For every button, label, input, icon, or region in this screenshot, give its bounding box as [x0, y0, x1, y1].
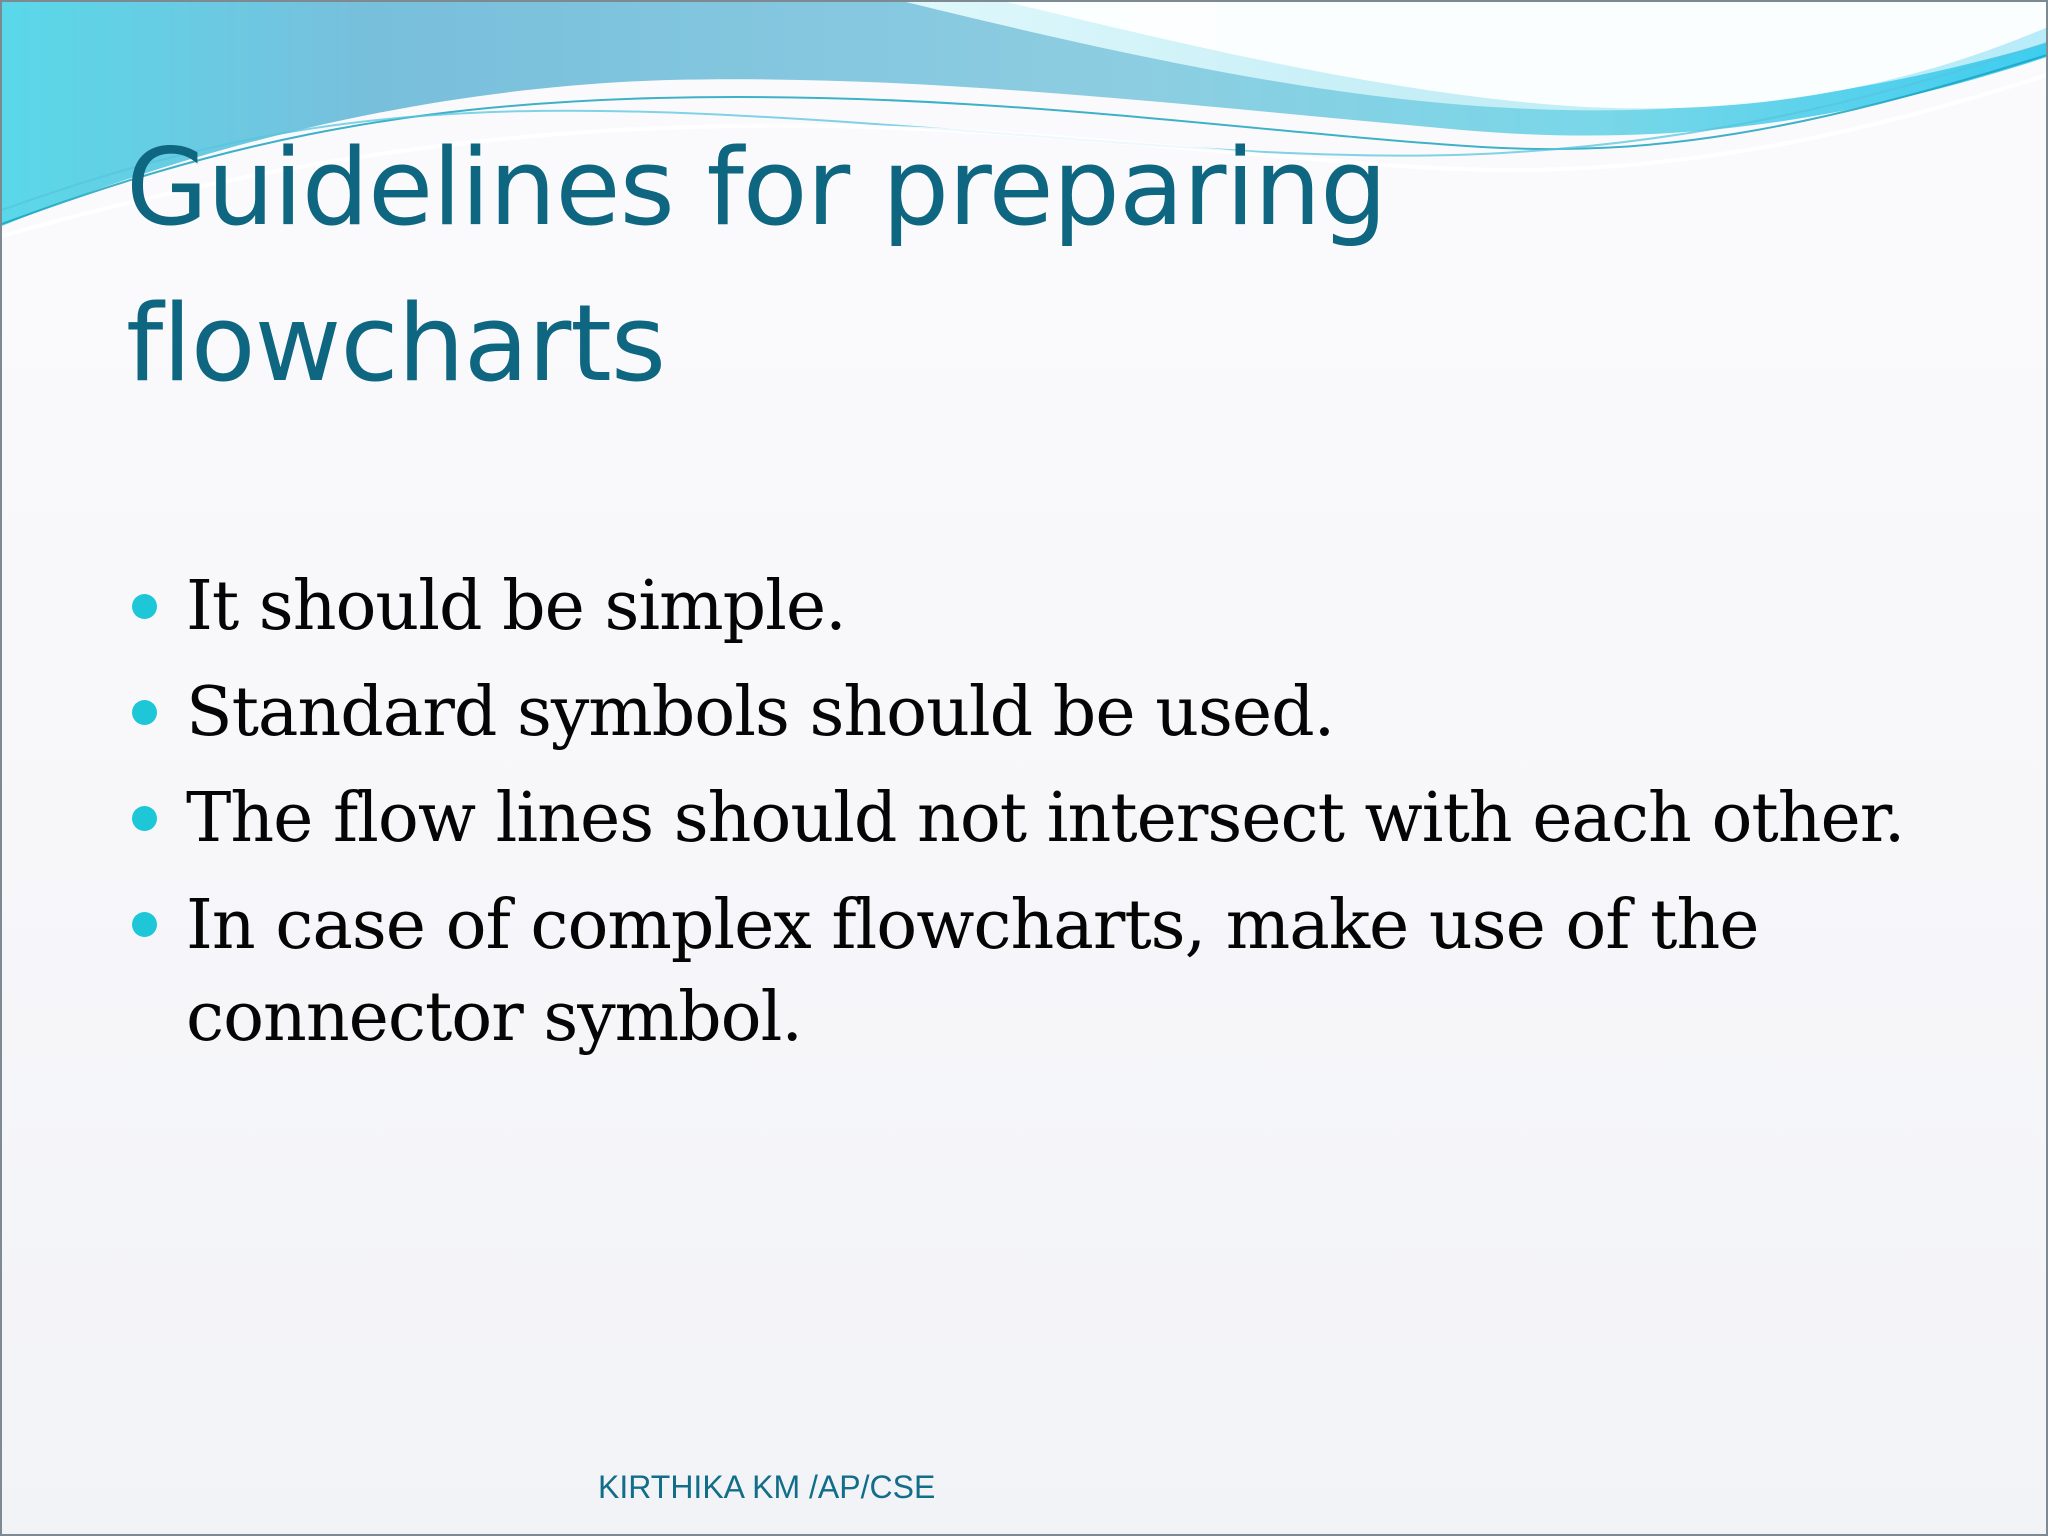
round-bullet-icon: [132, 912, 157, 937]
bullet-text: It should be simple.: [186, 567, 846, 646]
bullet-item: [130, 660, 1990, 766]
round-bullet-icon: [132, 700, 157, 725]
round-bullet-icon: [132, 806, 157, 831]
bullet-text: The flow lines should not intersect with each other.: [186, 779, 1905, 858]
round-bullet-icon: [132, 594, 157, 619]
bullet-item: [130, 872, 1990, 1064]
bullet-text: Standard symbols should be used.: [186, 673, 1335, 752]
bullet-list: [130, 554, 1990, 1064]
bullet-item: [130, 554, 1990, 660]
slide-footer: KIRTHIKA KM /AP/CSE: [598, 1469, 936, 1505]
slide-title: Guidelines for preparing flowcharts: [126, 126, 1387, 405]
bullet-item: [130, 766, 1990, 872]
bullet-text: In case of complex flowcharts, make use of the connector symbol.: [186, 886, 1759, 1057]
